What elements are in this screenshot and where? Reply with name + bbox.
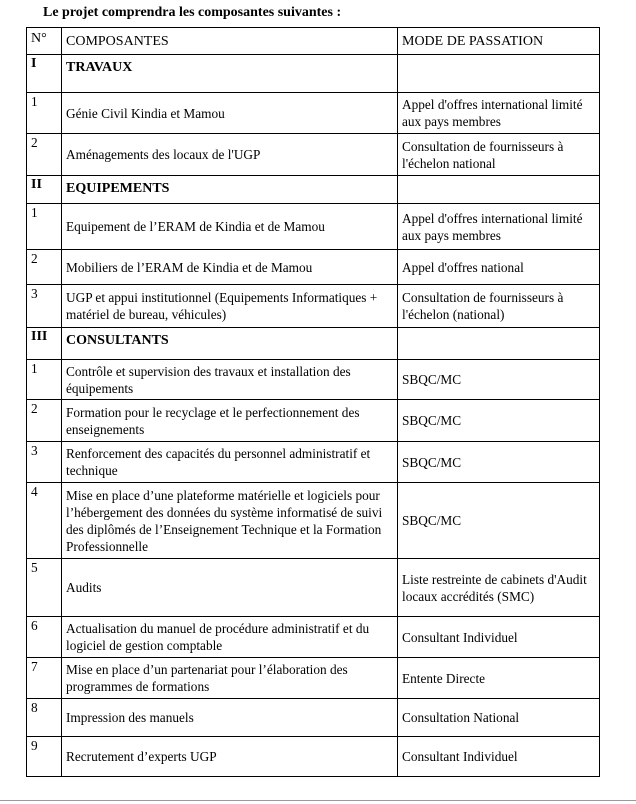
row-mode: SBQC/MC [398,442,600,483]
components-table [26,27,600,777]
section-title: CONSULTANTS [62,328,398,360]
row-number: 3 [27,285,62,328]
table-row [27,617,600,658]
section-row [27,328,600,360]
row-number: 2 [27,134,62,176]
row-mode: SBQC/MC [398,360,600,400]
row-mode: Appel d'offres national [398,250,600,285]
row-number: 9 [27,737,62,777]
row-component: Recrutement d’experts UGP [62,737,398,777]
row-component: Mise en place d’une plateforme matérielle et logiciels pour l’hébergement des données du système informatisé de suivi des diplômés de l’Enseignement Technique et la Formation Professionnelle [62,483,398,559]
row-number: II [27,176,62,204]
page-divider [0,800,636,801]
row-number: 8 [27,699,62,737]
row-number: 7 [27,658,62,699]
row-component: Formation pour le recyclage et le perfectionnement des enseignements [62,400,398,442]
table-row [27,400,600,442]
section-title: EQUIPEMENTS [62,176,398,204]
row-component: Renforcement des capacités du personnel administratif et technique [62,442,398,483]
row-component: Actualisation du manuel de procédure administratif et du logiciel de gestion comptable [62,617,398,658]
section-row [27,176,600,204]
table-row [27,658,600,699]
table-row [27,250,600,285]
row-component: Aménagements des locaux de l'UGP [62,134,398,176]
row-mode [398,176,600,204]
table-row [27,93,600,134]
row-number: 2 [27,400,62,442]
row-mode: Liste restreinte de cabinets d'Audit locaux accrédités (SMC) [398,559,600,617]
row-component: Génie Civil Kindia et Mamou [62,93,398,134]
row-mode: Consultant Individuel [398,617,600,658]
row-number: 3 [27,442,62,483]
header-num: N° [27,28,62,55]
table-row [27,360,600,400]
row-component: Mise en place d’un partenariat pour l’élaboration des programmes de formations [62,658,398,699]
row-mode: SBQC/MC [398,483,600,559]
row-number: I [27,55,62,93]
row-mode: Appel d'offres international limité aux pays membres [398,93,600,134]
row-component: Contrôle et supervision des travaux et installation des équipements [62,360,398,400]
table-row [27,737,600,777]
row-mode: Entente Directe [398,658,600,699]
section-title: TRAVAUX [62,55,398,93]
table-row [27,559,600,617]
row-component: Equipement de l’ERAM de Kindia et de Mamou [62,204,398,250]
table-header-row [27,28,600,55]
header-components: COMPOSANTES [62,28,398,55]
row-mode [398,55,600,93]
row-number: 1 [27,204,62,250]
intro-text: Le projet comprendra les composantes suivantes : [43,5,342,20]
row-component: Impression des manuels [62,699,398,737]
row-number: 5 [27,559,62,617]
row-mode: SBQC/MC [398,400,600,442]
table-row [27,483,600,559]
row-component: Mobiliers de l’ERAM de Kindia et de Mamou [62,250,398,285]
row-number: 4 [27,483,62,559]
header-mode: MODE DE PASSATION [398,28,600,55]
table-row [27,442,600,483]
table-row [27,699,600,737]
row-mode: Consultation de fournisseurs à l'échelon national [398,134,600,176]
row-number: 1 [27,93,62,134]
row-number: 6 [27,617,62,658]
row-mode: Consultation National [398,699,600,737]
table-row [27,204,600,250]
row-mode: Appel d'offres international limité aux pays membres [398,204,600,250]
section-row [27,55,600,93]
row-number: III [27,328,62,360]
row-number: 2 [27,250,62,285]
table-row [27,285,600,328]
row-component: Audits [62,559,398,617]
row-mode: Consultant Individuel [398,737,600,777]
row-mode [398,328,600,360]
row-number: 1 [27,360,62,400]
row-mode: Consultation de fournisseurs à l'échelon (national) [398,285,600,328]
row-component: UGP et appui institutionnel (Equipements Informatiques + matériel de bureau, véhicules) [62,285,398,328]
table-row [27,134,600,176]
